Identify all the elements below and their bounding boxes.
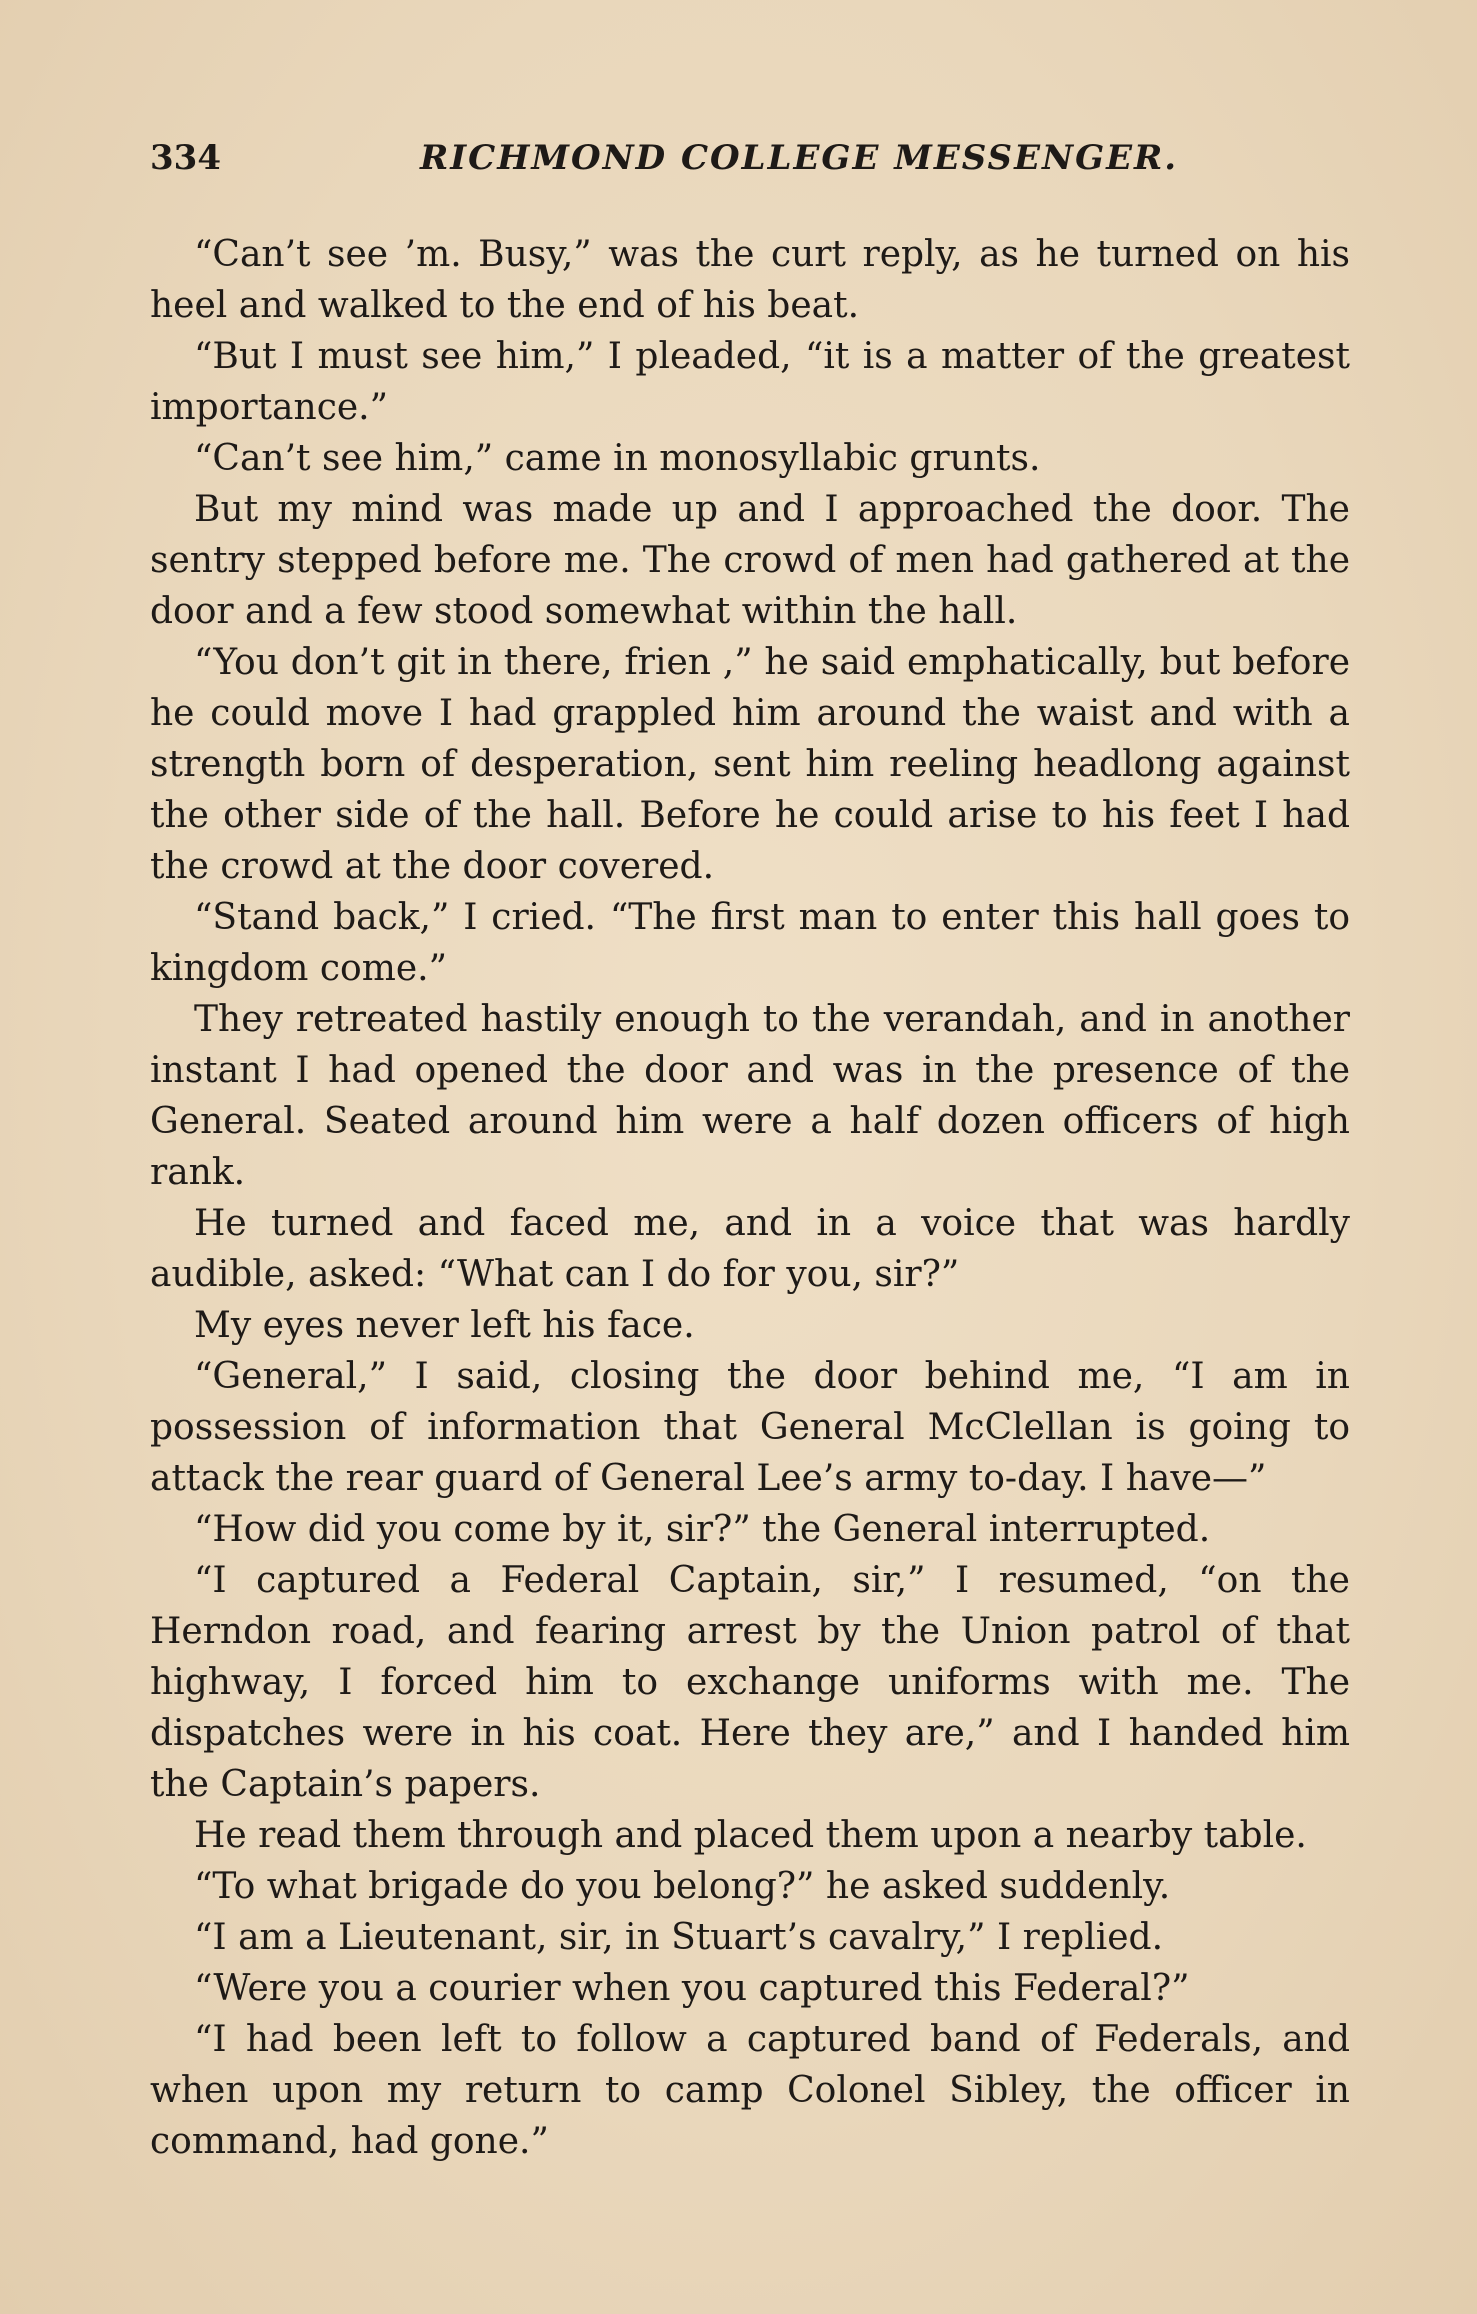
paragraph: “I captured a Federal Captain, sir,” I resumed, “on the Herndon road, and fearing arrest by the Union patrol of that highway, I forced him to exchange uniforms with me. The dispatches were in his coat. Here they are,” and I handed him the Captain’s papers. <box>150 1560 1350 1805</box>
page-header <box>150 128 1350 188</box>
paragraph: “Stand back,” I cried. “The first man to enter this hall goes to kingdom come.” <box>150 897 1350 989</box>
paragraph: “How did you come by it, sir?” the General interrupted. <box>194 1509 1211 1550</box>
paragraph: “But I must see him,” I pleaded, “it is a matter of the greatest importance.” <box>150 336 1350 428</box>
paragraph: He turned and faced me, and in a voice that was hardly audible, asked: “What can I do for you, sir?” <box>150 1203 1350 1295</box>
paragraph: “Were you a courier when you captured this Federal?” <box>194 1968 1190 2009</box>
paragraph: “To what brigade do you belong?” he asked suddenly. <box>194 1866 1171 1907</box>
paragraph: My eyes never left his face. <box>194 1305 695 1346</box>
paragraph: “Can’t see him,” came in monosyllabic grunts. <box>194 438 1041 479</box>
page-body <box>150 229 1350 2167</box>
paragraph: They retreated hastily enough to the verandah, and in another instant I had opened the door and was in the presence of the General. Seated around him were a half dozen officers of high rank. <box>150 999 1350 1193</box>
paragraph: “I am a Lieutenant, sir, in Stuart’s cavalry,” I replied. <box>194 1917 1164 1958</box>
paragraph: “I had been left to follow a captured band of Federals, and when upon my return to camp Colonel Sibley, the officer in command, had gone.” <box>150 2019 1350 2162</box>
paragraph: “You don’t git in there, frien ,” he said emphatically, but before he could move I had grappled him around the waist and with a strength born of desperation, sent him reeling headlong against the other side of the hall. Before he could arise to his feet I had the crowd at the door covered. <box>150 642 1350 887</box>
running-head: RICHMOND COLLEGE MESSENGER. <box>420 138 1179 178</box>
paragraph: But my mind was made up and I approached the door. The sentry stepped before me. The crowd of men had gathered at the door and a few stood somewhat within the hall. <box>150 489 1350 632</box>
paragraph: “General,” I said, closing the door behind me, “I am in possession of information that General McClellan is going to attack the rear guard of General Lee’s army to-day. I have—” <box>150 1356 1350 1499</box>
paragraph: He read them through and placed them upon a nearby table. <box>194 1815 1307 1856</box>
page-number: 334 <box>150 138 221 178</box>
paragraph: “Can’t see ’m. Busy,” was the curt reply, as he turned on his heel and walked to the end of his beat. <box>150 234 1350 326</box>
